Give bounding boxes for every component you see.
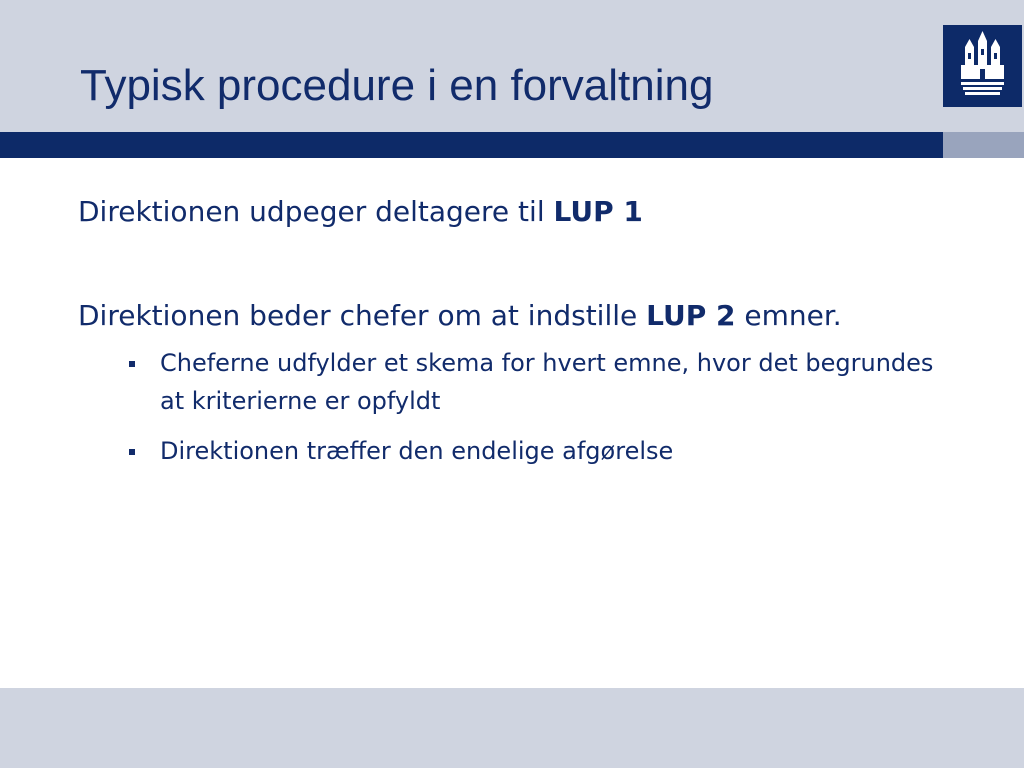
bullet-item [78,432,938,470]
paragraph-lup2 [78,294,938,338]
paragraph-lup1-bold: LUP 1 [553,195,643,228]
paragraph-lup2-tail: emner. [735,299,842,332]
square-bullet-icon [129,361,135,367]
bullet-list [78,344,938,470]
header-band-end [943,132,1024,158]
bullet-text: Cheferne udfylder et skema for hvert emne, hvor det begrundes at kriterierne er opfyldt [160,349,934,415]
bullet-text: Direktionen træffer den endelige afgørelse [160,437,674,465]
slide-header [0,0,1024,132]
bullet-item [78,344,938,420]
paragraph-lup2-bold: LUP 2 [646,299,736,332]
slide-content [78,190,938,482]
square-bullet-icon [129,449,135,455]
paragraph-lup2-text: Direktionen beder chefer om at indstille [78,299,647,332]
slide-title: Typisk procedure i en forvaltning [80,61,714,110]
paragraph-lup1-text: Direktionen udpeger deltagere til [78,195,554,228]
paragraph-lup1 [78,190,938,234]
copenhagen-coat-of-arms-icon [943,25,1022,107]
slide-footer [0,688,1024,768]
header-band [0,132,943,158]
